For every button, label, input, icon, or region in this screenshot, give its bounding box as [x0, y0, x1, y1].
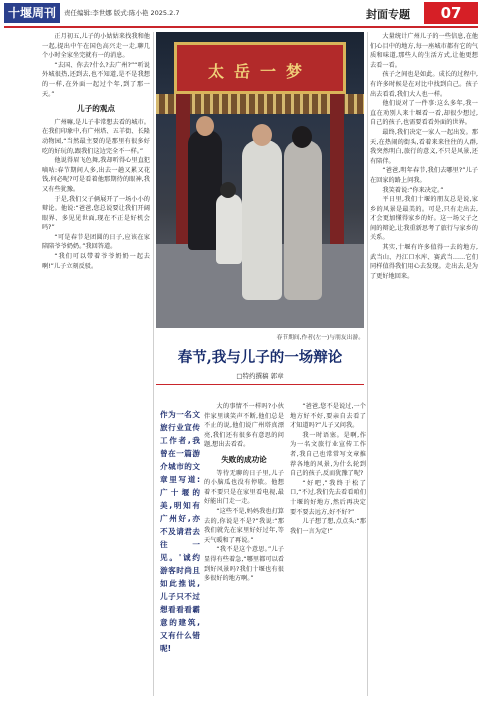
paragraph: 广州嘛,是儿子非常想去看的城市。在我们印象中,有广州塔、五羊街、长隆动物园,“当然最主要的是那里有很多好吃的好玩的,跟我们这边完全不一样。”: [42, 118, 150, 155]
person-head: [196, 116, 214, 136]
paragraph: 大的事情不一样吗?小伙伴家里谈笑声不断,他们总是不止的说,他们说广州塔真漂亮,我们还有很多有意思的问题,想出去看看。: [204, 403, 284, 449]
column-divider: [153, 32, 154, 696]
title-divider: [156, 384, 364, 385]
person-figure: [284, 140, 322, 300]
child-head: [220, 182, 236, 198]
article-column-1: [42, 32, 150, 696]
article-photo: [156, 32, 364, 328]
subheading: 儿子的观点: [77, 104, 115, 114]
paragraph: 于是,我们父子俩展开了一场小小的辩论。他说:“爸爸,您总说要让我们开阔眼界、多见见世面,现在不正是好机会吗?”: [42, 195, 150, 232]
photo-caption: 春节期间,作者(左一)与朋友出游。: [276, 335, 364, 341]
paragraph: 他们说对了一件事:这么多年,我一直在劝别人来十堰看一看,却很少想过,自己的孩子,也需要看看外面的世界。: [370, 100, 478, 127]
article-title: 春节,我与儿子的一场辩论: [177, 349, 343, 366]
person-figure: [242, 140, 282, 300]
paragraph: 等待无聊的日子里,儿子的小脑瓜也没有停歇。他想着不要只是在家里看电视,最好能出门走一走。: [204, 469, 284, 506]
photo-gate-sign: [174, 42, 346, 94]
paragraph: “去国、你去?什么?去广州?”“听说外城很热,还到去,也不知道,是不是我想的一样,在外面一起过个年,到了那一天。”: [42, 61, 150, 98]
paragraph: 孩子之间也是如此。成长的过程中,有许多时候是在对比中找到自己。孩子出去看看,我们大人也一样。: [370, 71, 478, 98]
article-column-2: [204, 402, 284, 696]
paragraph: 我一时语塞。是啊,作为一名文旅行业宣传工作者,我自己也常常写文章推荐各地的风景,为什么轮到自己的孩子,反而犹豫了呢?: [290, 431, 366, 478]
paragraph: 我笑着说:“你来决定。”: [382, 186, 444, 194]
paragraph: 大量统计广州儿子的一些信息,在他们心目中的地方,每一座城市都有它的气质和味道,那些人的生活方式,让他更想去看一看。: [370, 33, 478, 69]
person-head: [252, 124, 272, 146]
pull-quote: 作为一名文旅行业宣传工作者,我曾在一篇游介城市的文章里写道:广十堰的美,明知有广州好,亦不及请君去往一见。'诚约游客时尚且如此推说,儿子只不过想看看看霸意的建筑,又有什么错呢!: [160, 410, 200, 653]
paragraph: “爸爸,您不是说过,一个地方好不好,要亲自去看了才知道吗?”儿子又问我。: [290, 403, 366, 430]
page-number: 07: [424, 2, 478, 24]
editor-info: 责任编辑:李世娜 版式:陈小艳 2025.2.7: [64, 9, 180, 17]
paragraph: “可是春节是团圆的日子,应该在家陪陪爷爷奶奶。”我回答道。: [42, 233, 150, 251]
subheading: 失败的成功论: [221, 454, 267, 464]
paragraph: 儿子想了想,点点头:“那我们一言为定!”: [290, 518, 366, 535]
paragraph: “我们可以带着爷爷奶奶一起去啊!”儿子立刻反驳。: [42, 253, 150, 270]
header-divider: [4, 26, 478, 28]
photo-pillar: [330, 94, 344, 244]
column-divider: [367, 32, 368, 696]
paragraph: 最终,我们决定一家人一起出发。那天,在热闹的街头,看着来来往往的人群,我突然明白,旅行的意义,不只是风景,还有陪伴。: [370, 128, 478, 165]
paragraph: 平日里,我们十堰的朋友总是说,家乡的风景是最美的。可是,只有走出去,才会更加懂得家乡的好。这一场父子之间的辩论,让我重新思考了旅行与家乡的关系。: [370, 196, 478, 242]
article-byline: □特约撰稿 郭章: [236, 372, 284, 380]
article-column-4: [370, 32, 478, 696]
paragraph: 他说得眉飞色舞,我却听得心里直犯嘀咕:春节期间人多,出去一趟又累又花钱,何必呢?可是看着他那期待的眼神,我又有些犹豫。: [42, 157, 150, 193]
gate-sign-text: 太岳一梦: [207, 62, 312, 81]
paragraph: 正月初五,儿子的小姑姑来找我和他一起,提出中午在国色高兴走一走,聊几个小时全家坐完就有一的消息。: [42, 33, 150, 60]
child-figure: [216, 194, 242, 264]
paragraph: “我不是这个意思。”儿子显得有些着急,“哪里都可以看到好风景吗?我们十堰也有很多很好的地方啊。”: [204, 546, 284, 583]
person-head: [292, 126, 312, 148]
paragraph: “爸爸,明年春节,我们去哪里?”儿子在回家的路上问我。: [370, 167, 478, 184]
newspaper-brand: 十堰周刊: [4, 3, 60, 23]
page-header: [0, 0, 482, 26]
paragraph: “好吧,”我终于松了口,“不过,我们先去看看咱们十堰的好地方,然后再决定要不要去远方,好不好?”: [290, 479, 366, 516]
paragraph: 其实,十堰有许多值得一去的地方,武当山、丹江口水库、赛武当……它们同样值得我们用心去发现。走出去,是为了更好地回来。: [370, 244, 478, 280]
article-column-3: [290, 402, 366, 696]
paragraph: “这些不是,妈妈我也打算去的,你说是不是?”我说:“那我们就先在家里好好过年,等天气暖和了再说。”: [204, 507, 284, 544]
section-title: 封面专题: [366, 8, 410, 21]
